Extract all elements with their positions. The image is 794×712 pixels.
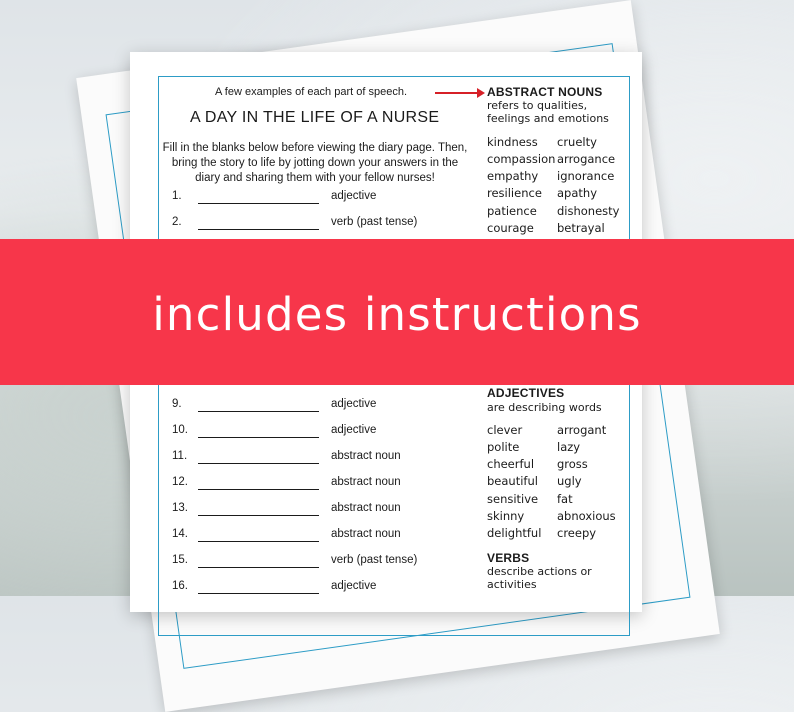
verbs-desc: describe actions or: [487, 565, 592, 578]
example-word: abnoxious: [557, 509, 616, 523]
blank-part-of-speech: adjective: [331, 190, 377, 202]
example-word: creepy: [557, 526, 597, 540]
example-word: sensitive: [487, 492, 539, 506]
blank-part-of-speech: adjective: [331, 398, 377, 410]
example-word: apathy: [557, 186, 597, 200]
blank-line: [198, 463, 319, 464]
red-arrow-icon: [435, 92, 479, 94]
example-word: patience: [487, 204, 537, 218]
blank-part-of-speech: abstract noun: [331, 450, 401, 462]
blank-number: 13.: [172, 502, 188, 514]
example-word: gross: [557, 457, 588, 471]
banner-text: includes instructions: [152, 287, 642, 341]
example-word: cruelty: [557, 135, 597, 149]
example-word: betrayal: [557, 221, 605, 235]
abstract-nouns-title: ABSTRACT NOUNS: [487, 85, 603, 99]
blank-number: 15.: [172, 554, 188, 566]
example-word: polite: [487, 440, 520, 454]
blank-line: [198, 437, 319, 438]
blank-line: [198, 203, 319, 204]
example-word: dishonesty: [557, 204, 620, 218]
example-word: cheerful: [487, 457, 535, 471]
blank-line: [198, 541, 319, 542]
promo-banner: [0, 239, 794, 385]
example-word: compassion: [487, 152, 556, 166]
verbs-title: VERBS: [487, 551, 530, 565]
example-word: clever: [487, 423, 523, 437]
example-word: lazy: [557, 440, 581, 454]
abstract-nouns-desc: feelings and emotions: [487, 112, 609, 125]
example-word: arrogance: [557, 152, 616, 166]
example-word: ignorance: [557, 169, 615, 183]
blank-number: 11.: [172, 450, 188, 462]
verbs-desc: activities: [487, 578, 537, 591]
intro-text: A few examples of each part of speech.: [215, 86, 408, 98]
blank-line: [198, 515, 319, 516]
blank-part-of-speech: abstract noun: [331, 502, 401, 514]
worksheet-title: A DAY IN THE LIFE OF A NURSE: [190, 109, 440, 126]
example-word: empathy: [487, 169, 539, 183]
example-word: skinny: [487, 509, 525, 523]
example-word: ugly: [557, 474, 582, 488]
instructions-text: Fill in the blanks below before viewing the diary page. Then, bring the story to life by jotting down your answers in the diary and sharing them with your fellow nurses!: [162, 142, 468, 184]
blank-line: [198, 411, 319, 412]
blank-part-of-speech: abstract noun: [331, 476, 401, 488]
blank-part-of-speech: adjective: [331, 580, 377, 592]
example-word: delightful: [487, 526, 542, 540]
blank-number: 10.: [172, 424, 188, 436]
blank-line: [198, 593, 319, 594]
example-word: fat: [557, 492, 573, 506]
example-word: beautiful: [487, 474, 538, 488]
blank-part-of-speech: verb (past tense): [331, 216, 418, 228]
blank-line: [198, 567, 319, 568]
blank-number: 12.: [172, 476, 188, 488]
blank-number: 1.: [172, 190, 182, 202]
blank-part-of-speech: verb (past tense): [331, 554, 418, 566]
blank-line: [198, 229, 319, 230]
blank-number: 14.: [172, 528, 188, 540]
abstract-nouns-desc: refers to qualities,: [487, 99, 588, 112]
example-word: courage: [487, 221, 534, 235]
blank-number: 9.: [172, 398, 182, 410]
adjectives-desc: are describing words: [487, 401, 602, 414]
blank-number: 2.: [172, 216, 182, 228]
blank-part-of-speech: abstract noun: [331, 528, 401, 540]
example-word: kindness: [487, 135, 538, 149]
blank-part-of-speech: adjective: [331, 424, 377, 436]
blank-line: [198, 489, 319, 490]
blank-number: 16.: [172, 580, 188, 592]
adjectives-title: ADJECTIVES: [487, 386, 565, 400]
example-word: resilience: [487, 186, 542, 200]
example-word: arrogant: [557, 423, 607, 437]
